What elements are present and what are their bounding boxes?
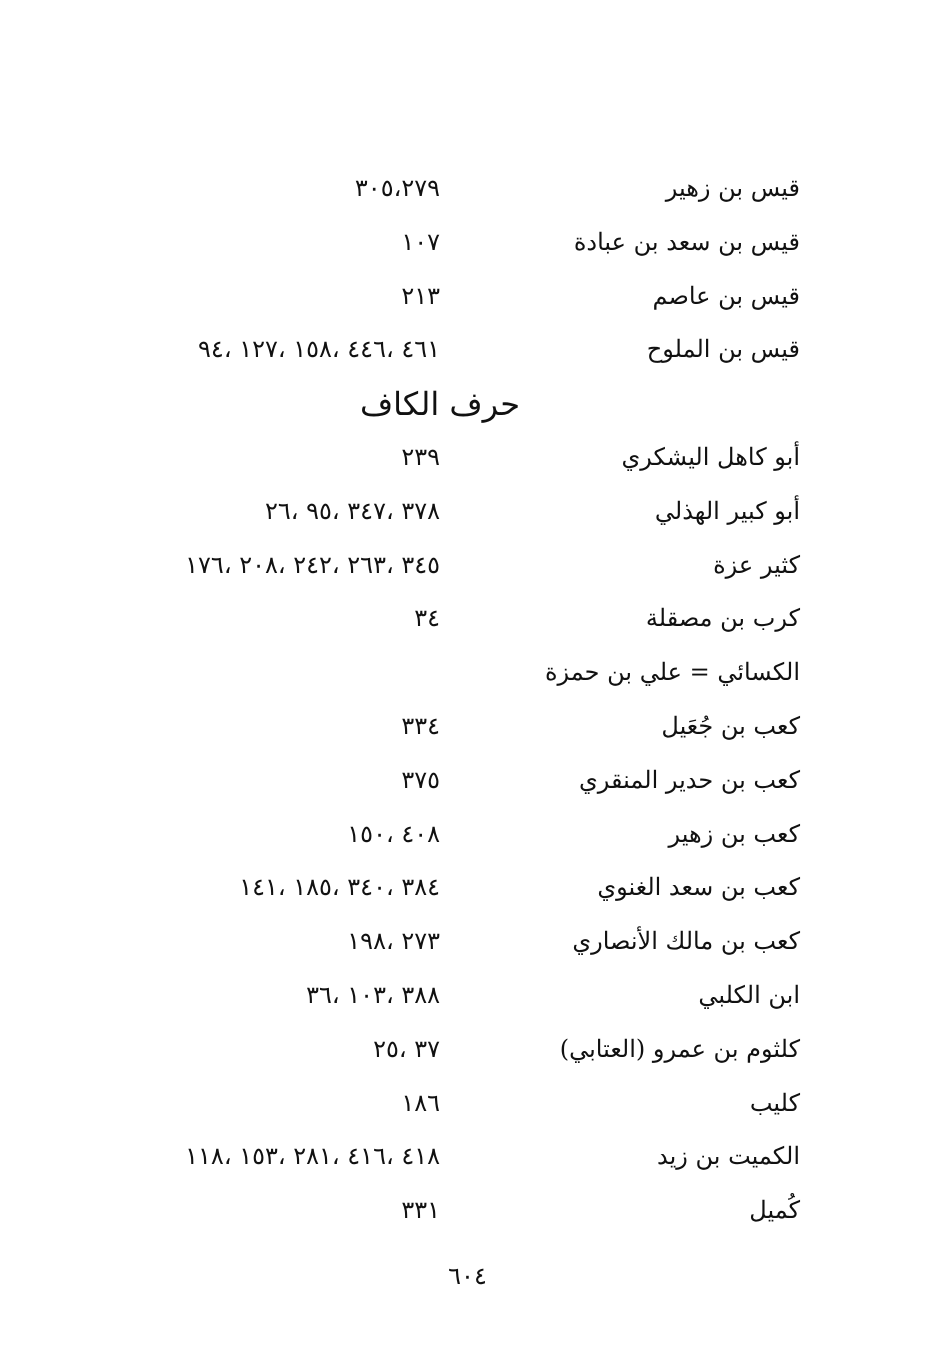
index-entry <box>120 598 820 652</box>
entry-pages: ٤٦١ ،٤٤٦ ،١٥٨ ،١٢٧ ،٩٤ <box>198 335 440 364</box>
entry-name: كعب بن سعد الغنوي <box>597 873 800 902</box>
index-entry <box>120 437 820 491</box>
index-entry <box>120 545 820 599</box>
entry-pages: ٣٠٥،٢٧٩ <box>354 174 440 202</box>
index-entry <box>120 814 820 868</box>
section-heading-row <box>120 383 820 437</box>
entry-name: قيس بن زهير <box>665 174 800 202</box>
entry-name: قيس بن الملوح <box>646 335 800 364</box>
index-entry <box>120 1136 820 1190</box>
index-entry <box>120 222 820 276</box>
entry-name: كعب بن جُعَيل <box>661 711 800 740</box>
entry-name: كعب بن زهير <box>668 819 800 848</box>
index-entry <box>120 329 820 383</box>
entry-pages: ٣٤ <box>414 604 440 633</box>
entry-name: ابن الكلبي <box>698 980 800 1009</box>
page-number: ٦٠٤ <box>448 1262 487 1290</box>
entry-pages: ٤١٨ ،٤١٦ ،٢٨١ ،١٥٣ ،١١٨ <box>185 1142 440 1171</box>
index-entry <box>120 491 820 545</box>
entry-name: كليب <box>749 1088 800 1117</box>
index-entry <box>120 652 820 706</box>
entry-pages: ٣٣٤ <box>401 711 440 740</box>
index-entry <box>120 276 820 330</box>
entry-pages: ٣٣١ <box>401 1196 440 1225</box>
entry-pages: ٣٧ ،٢٥ <box>373 1034 440 1063</box>
entry-name: قيس بن عاصم <box>652 281 800 310</box>
entry-name: كرب بن مصقلة <box>645 604 800 633</box>
entry-pages: ٢١٣ <box>401 281 440 310</box>
index-entry <box>120 1029 820 1083</box>
entry-name: أبو كبير الهذلي <box>654 496 800 525</box>
index-entry <box>120 1190 820 1244</box>
entry-pages: ١٠٧ <box>401 227 440 256</box>
entry-pages: ٢٧٣ ،١٩٨ <box>347 927 440 956</box>
index-entry <box>120 168 820 222</box>
index-entry <box>120 975 820 1029</box>
entry-name: الكسائي = علي بن حمزة <box>544 658 800 687</box>
entry-pages: ٣٤٥ ،٢٦٣ ،٢٤٢ ،٢٠٨ ،١٧٦ <box>185 550 440 579</box>
index-entry <box>120 706 820 760</box>
index-entry <box>120 921 820 975</box>
entry-pages: ٣٧٨ ،٣٤٧ ،٩٥ ،٢٦ <box>264 496 440 525</box>
index-entry <box>120 867 820 921</box>
entry-name: كعب بن مالك الأنصاري <box>572 927 800 956</box>
entry-name: كعب بن حدير المنقري <box>578 765 800 794</box>
entry-pages: ٤٠٨ ،١٥٠ <box>347 819 440 848</box>
index-entries <box>120 168 820 1244</box>
entry-pages: ٣٨٤ ،٣٤٠ ،١٨٥ ،١٤١ <box>239 873 440 902</box>
entry-name: كلثوم بن عمرو (العتابي) <box>559 1034 800 1063</box>
entry-name: كُميل <box>749 1196 800 1225</box>
entry-pages: ٣٨٨ ،١٠٣ ،٣٦ <box>306 980 440 1009</box>
section-title: حرف الكاف <box>359 385 520 424</box>
entry-name: قيس بن سعد بن عبادة <box>573 227 800 256</box>
index-entry <box>120 1083 820 1137</box>
entry-pages: ٣٧٥ <box>401 765 440 794</box>
entry-name: الكميت بن زيد <box>657 1142 800 1171</box>
entry-name: أبو كاهل اليشكري <box>621 442 800 471</box>
index-entry <box>120 760 820 814</box>
entry-pages: ٢٣٩ <box>401 442 440 471</box>
entry-name: كثير عزة <box>713 550 800 579</box>
entry-pages: ١٨٦ <box>401 1088 440 1117</box>
